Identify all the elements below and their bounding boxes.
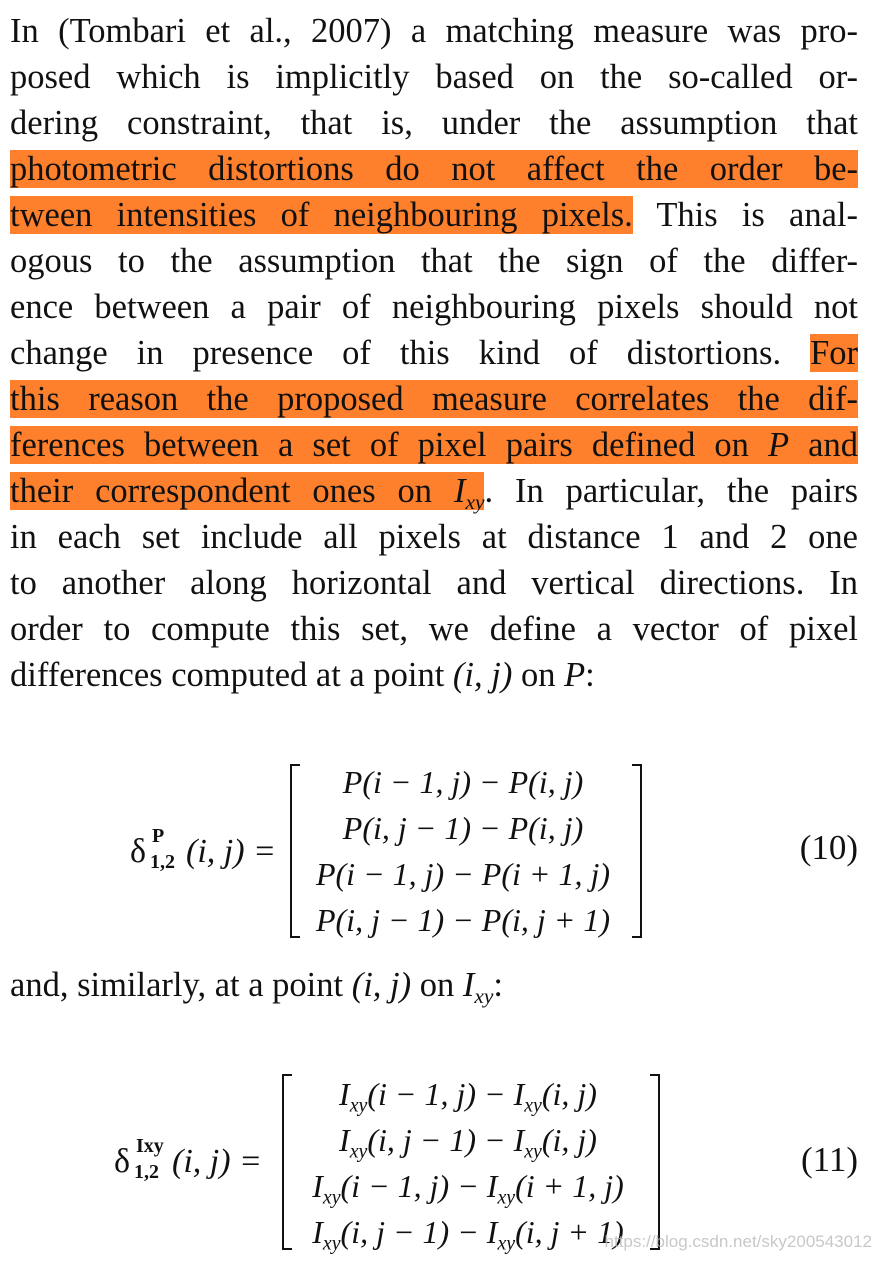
- delta-subscript: 1,2: [134, 1161, 159, 1183]
- math-subscript: xy: [322, 1186, 341, 1209]
- text-line: [10, 422, 858, 468]
- highlight: For: [810, 334, 858, 372]
- watermark: https://blog.csdn.net/sky200543012: [604, 1232, 872, 1251]
- highlight: tween intensities of neighbouring pixels.: [10, 196, 633, 234]
- highlight: [10, 472, 485, 514]
- equation-args: (i, j) =: [186, 833, 276, 870]
- math-term: I: [513, 1076, 525, 1112]
- math-term: (i, j): [541, 1122, 597, 1158]
- math-term: I: [513, 1122, 525, 1158]
- text-line: [10, 468, 858, 514]
- math-subscript: xy: [322, 1232, 341, 1255]
- text-line: to another along horizontal and vertical directions. In: [10, 564, 858, 602]
- delta-symbol: δ: [114, 1143, 131, 1180]
- math-term: I: [339, 1122, 350, 1158]
- text-line: In (Tombari et al., 2007) a matching measure was pro-: [10, 12, 858, 50]
- math-term: (i, j − 1) −: [367, 1122, 514, 1158]
- delta-superscript: Ixy: [136, 1135, 164, 1157]
- right-bracket: [650, 1074, 660, 1250]
- delta-subscript: 1,2: [150, 851, 175, 873]
- math-subscript: xy: [497, 1186, 516, 1209]
- matrix-row: P(i, j − 1) − P(i, j + 1): [315, 902, 611, 938]
- text-span: and: [789, 426, 858, 464]
- equation-args: (i, j) =: [172, 1143, 262, 1180]
- text-line: [10, 962, 858, 1008]
- text-line: [10, 376, 858, 422]
- text-line: in each set include all pixels at distance 1 and 2 one: [10, 518, 858, 556]
- math-symbol: P: [768, 426, 790, 464]
- text-line: [10, 330, 858, 376]
- math-term: (i + 1, j): [515, 1168, 624, 1204]
- text-line: [10, 652, 858, 698]
- left-bracket: [282, 1074, 292, 1250]
- text-span: . In particular, the pairs: [484, 472, 858, 510]
- highlight: [10, 426, 858, 464]
- math-inline: (i, j): [452, 656, 513, 694]
- math-term: I: [339, 1076, 350, 1112]
- math-subscript: xy: [524, 1140, 542, 1163]
- math-symbol: I: [453, 472, 466, 510]
- math-subscript: xy: [465, 489, 485, 514]
- math-term: (i − 1, j) −: [340, 1168, 487, 1204]
- text-span: This is anal-: [632, 196, 858, 234]
- text-line: ence between a pair of neighbouring pixels should not: [10, 288, 858, 326]
- math-subscript: xy: [497, 1232, 516, 1255]
- text-span: :: [493, 966, 503, 1004]
- math-term: (i, j − 1) −: [340, 1214, 487, 1250]
- equation-number: (11): [800, 1140, 858, 1179]
- matrix-row: P(i − 1, j) − P(i, j): [342, 764, 584, 800]
- right-bracket: [632, 764, 642, 938]
- text-span: their correspondent ones on: [10, 472, 454, 510]
- math-term: I: [312, 1214, 323, 1250]
- math-subscript: xy: [474, 983, 494, 1008]
- text-span: on: [512, 656, 565, 694]
- math-term: I: [312, 1168, 323, 1204]
- math-term: (i, j): [541, 1076, 597, 1112]
- math-term: I: [486, 1214, 498, 1250]
- math-subscript: xy: [524, 1094, 542, 1117]
- math-symbol: I: [462, 966, 475, 1004]
- math-term: (i − 1, j) −: [367, 1076, 514, 1112]
- math-subscript: xy: [349, 1140, 368, 1163]
- delta-superscript: P: [152, 825, 165, 847]
- math-term: I: [486, 1168, 498, 1204]
- text-span: differences computed at a point: [10, 656, 453, 694]
- matrix-row: P(i − 1, j) − P(i + 1, j): [315, 856, 611, 892]
- text-line: dering constraint, that is, under the assumption that: [10, 104, 858, 142]
- math-symbol: P: [564, 656, 586, 694]
- math-subscript: xy: [349, 1094, 368, 1117]
- matrix-row: P(i, j − 1) − P(i, j): [342, 810, 584, 846]
- text-span: ferences between a set of pixel pairs defined on: [10, 426, 769, 464]
- text-span: and, similarly, at a point: [10, 966, 352, 1004]
- text-span: on: [411, 966, 463, 1004]
- math-inline: (i, j): [351, 966, 412, 1004]
- left-bracket: [290, 764, 300, 938]
- delta-symbol: δ: [130, 833, 147, 870]
- math-term: (i, j + 1): [515, 1214, 624, 1250]
- matrix-row: [292, 1210, 644, 1265]
- text-line: [10, 146, 858, 192]
- text-span: :: [585, 656, 595, 694]
- text-line: ogous to the assumption that the sign of the differ-: [10, 242, 858, 280]
- text-line: order to compute this set, we define a vector of pixel: [10, 610, 858, 648]
- text-line: [10, 192, 858, 238]
- text-line: posed which is implicitly based on the so-called or-: [10, 58, 858, 96]
- highlight: this reason the proposed measure correlates the dif-: [10, 380, 858, 418]
- equation-number: (10): [799, 828, 858, 867]
- text-span: change in presence of this kind of distortions.: [10, 334, 811, 372]
- highlight: photometric distortions do not affect the order be-: [10, 150, 858, 188]
